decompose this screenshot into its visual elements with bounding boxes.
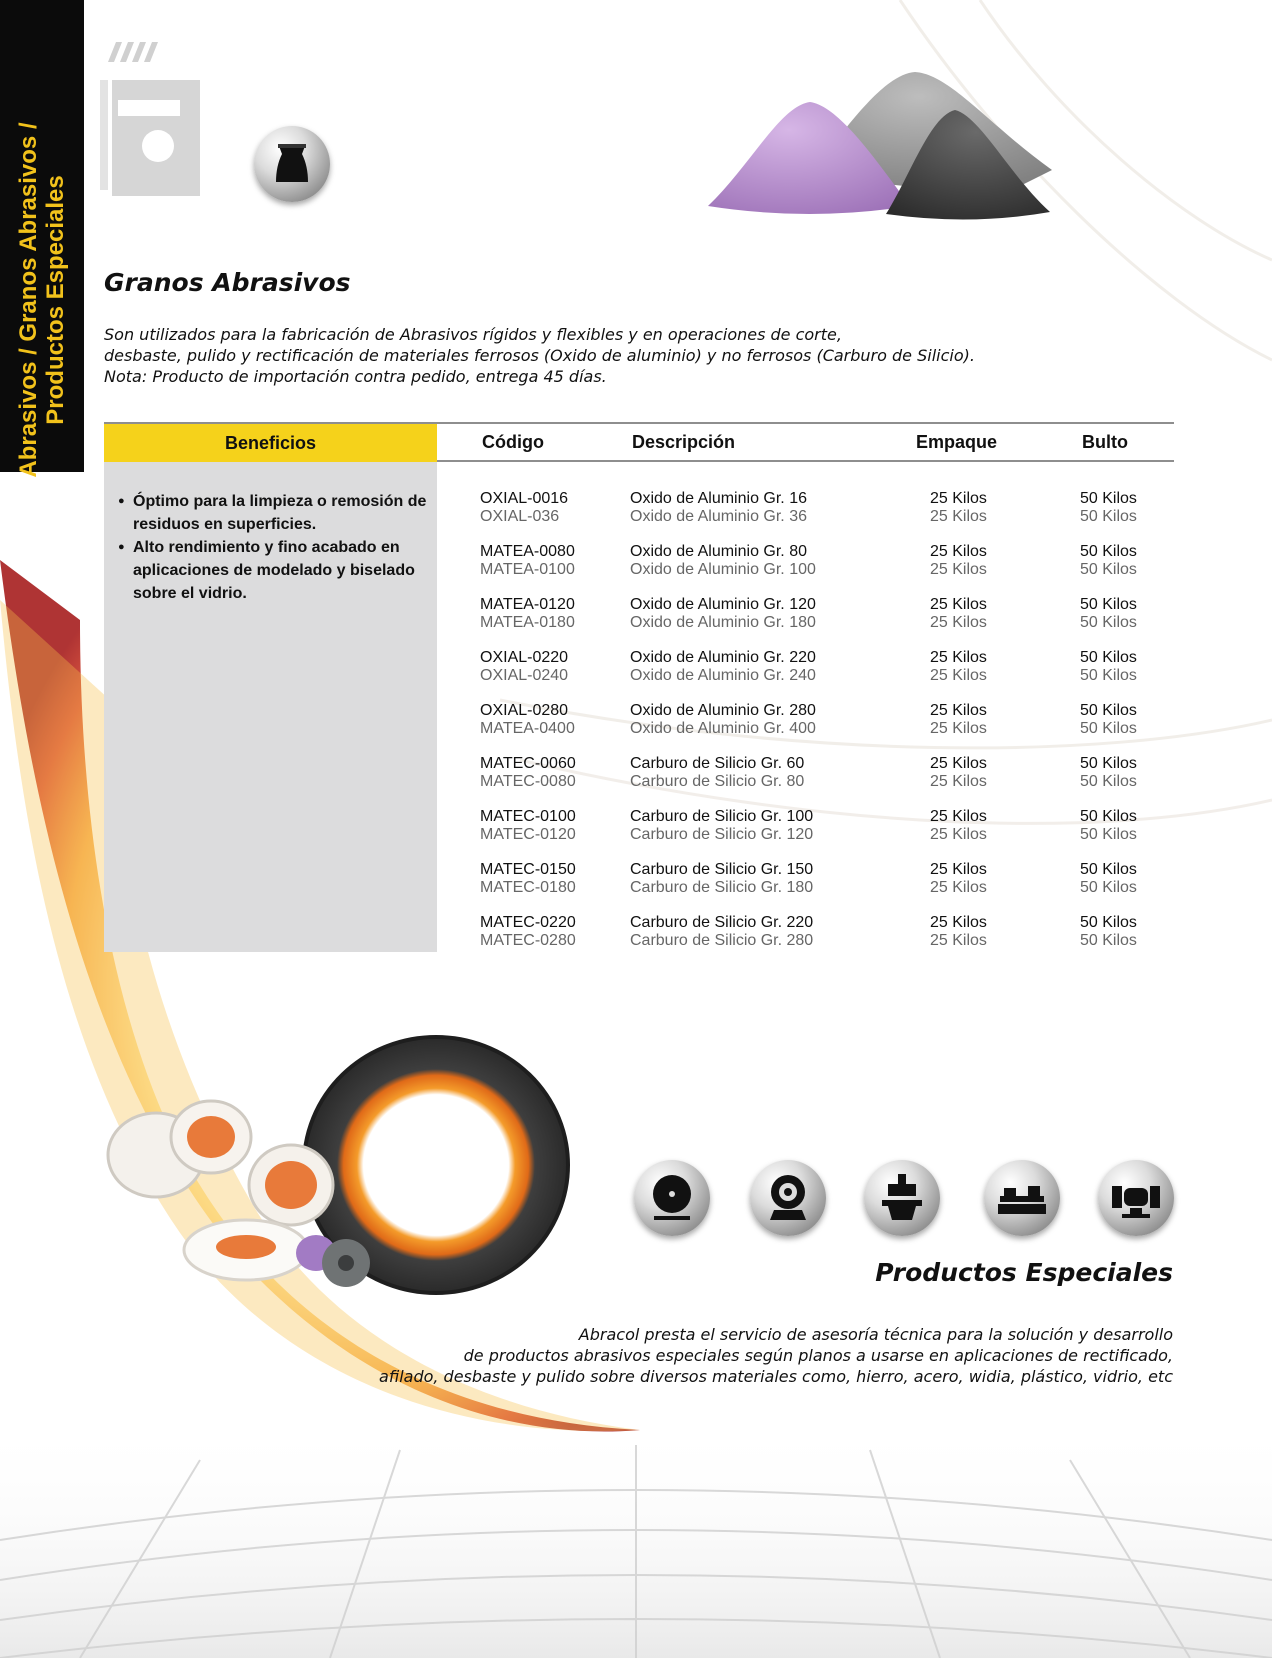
package-cell: 25 Kilos (930, 755, 987, 772)
package-cell: 25 Kilos (930, 490, 987, 507)
abrasive-grain-piles-image (700, 66, 1060, 226)
code-cell: OXIAL-0240 (480, 667, 569, 684)
table-row-pair (0, 490, 1272, 530)
package-cell: 25 Kilos (930, 773, 987, 790)
special-line: de productos abrasivos especiales según planos a usarse en aplicaciones de rectificado, (463, 1346, 1173, 1365)
intro-line: Nota: Producto de importación contra pedido, entrega 45 días. (104, 367, 607, 386)
description-cell: Oxido de Aluminio Gr. 280 (630, 702, 816, 719)
code-cell: MATEC-0150 (480, 861, 576, 878)
description-cell: Carburo de Silicio Gr. 120 (630, 826, 814, 843)
floor-grid (0, 1420, 1272, 1658)
table-row-pair (0, 543, 1272, 583)
special-line: Abracol presta el servicio de asesoría técnica para la solución y desarrollo (578, 1325, 1173, 1344)
section-title: Granos Abrasivos (104, 268, 351, 297)
table-row-pair (0, 702, 1272, 742)
description-cell: Oxido de Aluminio Gr. 220 (630, 649, 816, 666)
package-cell: 25 Kilos (930, 508, 987, 525)
description-cell: Oxido de Aluminio Gr. 180 (630, 614, 816, 631)
code-cell: MATEC-0220 (480, 914, 576, 931)
code-cell: MATEC-0280 (480, 932, 576, 949)
description-cell: Oxido de Aluminio Gr. 120 (630, 596, 816, 613)
description-cell: Carburo de Silicio Gr. 80 (630, 773, 805, 790)
code-cell: MATEA-0180 (480, 614, 575, 631)
table-row-pair (0, 596, 1272, 636)
side-label-line2: Productos Especiales (42, 175, 69, 425)
bulk-cell: 50 Kilos (1080, 826, 1137, 843)
code-cell: OXIAL-0280 (480, 702, 569, 719)
bulk-cell: 50 Kilos (1080, 596, 1137, 613)
table-row-pair (0, 808, 1272, 848)
description-cell: Oxido de Aluminio Gr. 240 (630, 667, 816, 684)
code-cell: MATEC-0060 (480, 755, 576, 772)
package-cell: 25 Kilos (930, 826, 987, 843)
code-cell: MATEC-0080 (480, 773, 576, 790)
benefit-item: ● Alto rendimiento y fino acabado en aplicaciones de modelado y biselado sobre el vidrio. (118, 536, 428, 605)
code-cell: OXIAL-0016 (480, 490, 569, 507)
bulk-cell: 50 Kilos (1080, 808, 1137, 825)
grinding-wheels-image (96, 1035, 576, 1305)
table-row-pair (0, 861, 1272, 901)
description-cell: Carburo de Silicio Gr. 220 (630, 914, 814, 931)
description-cell: Oxido de Aluminio Gr. 100 (630, 561, 816, 578)
package-cell: 25 Kilos (930, 614, 987, 631)
description-cell: Carburo de Silicio Gr. 280 (630, 932, 814, 949)
description-cell: Carburo de Silicio Gr. 150 (630, 861, 814, 878)
intro-line: desbaste, pulido y rectificación de materiales ferrosos (Oxido de aluminio) y no ferrosos (Carburo de Silicio). (104, 346, 975, 365)
bench-grinder-icon (1098, 1160, 1174, 1236)
side-label (15, 122, 69, 477)
code-cell: MATEA-0100 (480, 561, 575, 578)
package-cell: 25 Kilos (930, 861, 987, 878)
description-cell: Carburo de Silicio Gr. 180 (630, 879, 814, 896)
bulk-cell: 50 Kilos (1080, 649, 1137, 666)
package-cell: 25 Kilos (930, 561, 987, 578)
benefit-item: ● Óptimo para la limpieza o remosión de residuos en superficies. (118, 490, 428, 536)
special-line: afilado, desbaste y pulido sobre diversos materiales como, hierro, acero, widia, plástico, vidrio, etc (379, 1367, 1173, 1386)
intro-line: Son utilizados para la fabricación de Abrasivos rígidos y flexibles y en operaciones de corte, (104, 325, 842, 344)
abracol-a-logo (100, 38, 212, 200)
bulk-cell: 50 Kilos (1080, 667, 1137, 684)
special-products-title: Productos Especiales (875, 1258, 1173, 1287)
bulk-cell: 50 Kilos (1080, 861, 1137, 878)
package-cell: 25 Kilos (930, 649, 987, 666)
benefits-header: Beneficios (104, 424, 437, 462)
table-row-pair (0, 755, 1272, 795)
code-header: Código (482, 432, 544, 452)
table-row-pair (0, 914, 1272, 954)
bulk-cell: 50 Kilos (1080, 773, 1137, 790)
bulk-cell: 50 Kilos (1080, 720, 1137, 737)
bulk-cell: 50 Kilos (1080, 755, 1137, 772)
package-cell: 25 Kilos (930, 543, 987, 560)
package-cell: 25 Kilos (930, 914, 987, 931)
cup-wheel-icon (254, 126, 330, 202)
centerless-wheel-icon (750, 1160, 826, 1236)
description-header: Descripción (632, 432, 736, 452)
code-cell: MATEA-0080 (480, 543, 575, 560)
bulk-cell: 50 Kilos (1080, 508, 1137, 525)
bulk-cell: 50 Kilos (1080, 702, 1137, 719)
side-bar (0, 0, 84, 478)
table-row-pair (0, 649, 1272, 689)
description-cell: Carburo de Silicio Gr. 60 (630, 755, 805, 772)
surface-grinder-icon (864, 1160, 940, 1236)
package-cell: 25 Kilos (930, 808, 987, 825)
code-cell: OXIAL-036 (480, 508, 560, 525)
side-label-line1: Abrasivos / Granos Abrasivos / (15, 122, 42, 478)
bulk-cell: 50 Kilos (1080, 614, 1137, 631)
code-cell: MATEA-0400 (480, 720, 575, 737)
cylindrical-grinder-icon (984, 1160, 1060, 1236)
code-cell: MATEA-0120 (480, 596, 575, 613)
description-cell: Oxido de Aluminio Gr. 36 (630, 508, 807, 525)
description-cell: Carburo de Silicio Gr. 100 (630, 808, 814, 825)
straight-wheel-icon (634, 1160, 710, 1236)
bulk-cell: 50 Kilos (1080, 879, 1137, 896)
bulk-cell: 50 Kilos (1080, 561, 1137, 578)
package-header: Empaque (916, 432, 998, 452)
code-cell: MATEC-0180 (480, 879, 576, 896)
bulk-cell: 50 Kilos (1080, 543, 1137, 560)
bulk-cell: 50 Kilos (1080, 490, 1137, 507)
package-cell: 25 Kilos (930, 932, 987, 949)
bulk-header: Bulto (1082, 432, 1128, 452)
code-cell: OXIAL-0220 (480, 649, 569, 666)
description-cell: Oxido de Aluminio Gr. 400 (630, 720, 816, 737)
package-cell: 25 Kilos (930, 720, 987, 737)
package-cell: 25 Kilos (930, 702, 987, 719)
package-cell: 25 Kilos (930, 667, 987, 684)
code-cell: MATEC-0100 (480, 808, 576, 825)
description-cell: Oxido de Aluminio Gr. 16 (630, 490, 807, 507)
bulk-cell: 50 Kilos (1080, 914, 1137, 931)
package-cell: 25 Kilos (930, 596, 987, 613)
section-intro (104, 324, 1104, 387)
table-header-rule (437, 460, 1174, 462)
special-products-text (273, 1324, 1173, 1387)
package-cell: 25 Kilos (930, 879, 987, 896)
bulk-cell: 50 Kilos (1080, 932, 1137, 949)
code-cell: MATEC-0120 (480, 826, 576, 843)
description-cell: Oxido de Aluminio Gr. 80 (630, 543, 807, 560)
